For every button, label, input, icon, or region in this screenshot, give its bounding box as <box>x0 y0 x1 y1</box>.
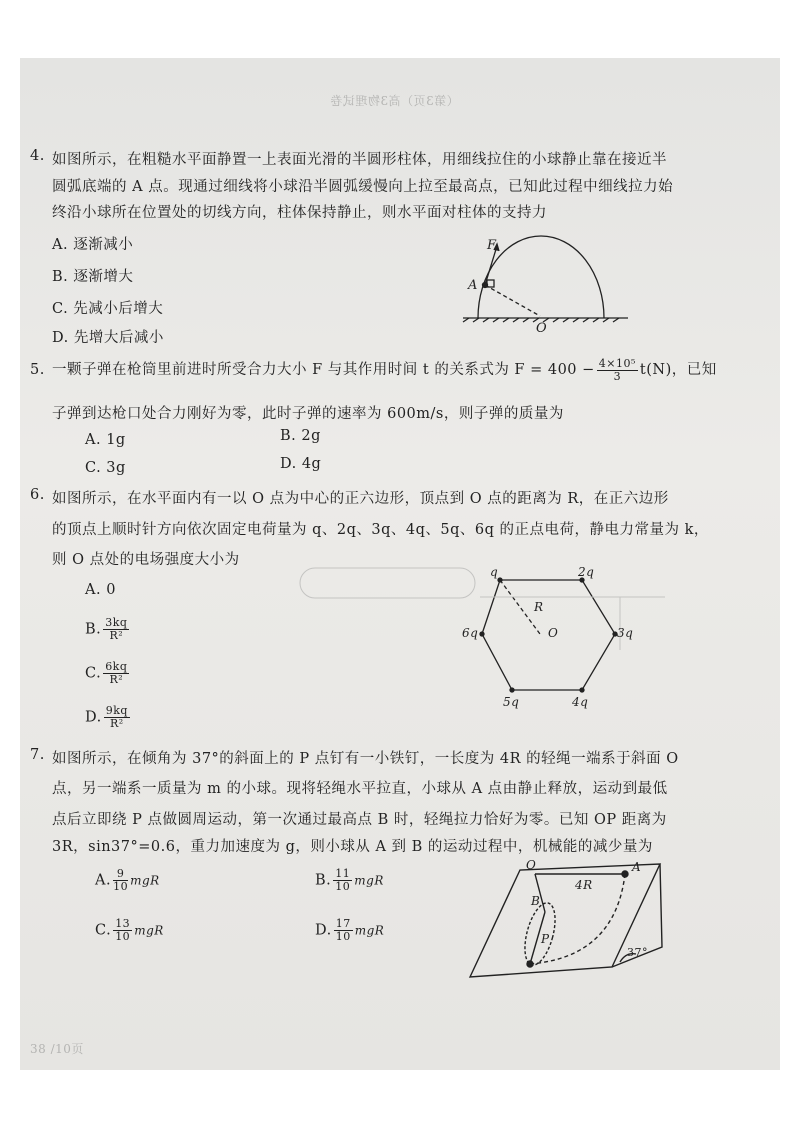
q6-option-c <box>85 661 131 686</box>
frac-den: 10 <box>335 880 351 893</box>
frac-num: 13 <box>115 917 131 930</box>
incline-label-A: A <box>632 860 642 874</box>
frac-den: R² <box>109 717 124 730</box>
q5-fraction <box>597 358 638 383</box>
frac-num: 9kq <box>105 704 128 717</box>
q5-option-d: D. 4g <box>280 456 322 472</box>
hex-vertex-5q: 5q <box>503 695 520 709</box>
q6-line-2: 的顶点上顺时针方向依次固定电荷量为 q、2q、3q、4q、5q、6q 的正点电荷，静电力常量为 k， <box>52 522 709 538</box>
q7-line-2: 点，另一端系一质量为 m 的小球。现将轻绳水平拉直，小球从 A 点由静止释放，运动到最低 <box>52 781 668 797</box>
q5-frac-num: 4×10⁵ <box>598 356 636 370</box>
q6-number: 6. <box>30 487 45 503</box>
q4-label-F: F <box>487 238 497 253</box>
q4-option-d: D. 先增大后减小 <box>52 330 164 346</box>
q5-option-a: A. 1g <box>85 432 126 448</box>
frac-den: 10 <box>335 930 351 943</box>
q5-option-c: C. 3g <box>85 460 126 476</box>
option-label: D. <box>85 709 102 726</box>
option-label: B. <box>85 621 102 638</box>
q6-option-d <box>85 705 132 730</box>
q5-option-b: B. 2g <box>280 428 321 444</box>
q7-line-3: 点后立即绕 P 点做圆周运动，第一次通过最高点 B 时，轻绳拉力恰好为零。已知 OP 距离为 <box>52 812 667 828</box>
q4-option-a: A. 逐渐减小 <box>52 237 134 253</box>
hex-label-O: O <box>548 626 559 640</box>
frac-num: 3kq <box>105 616 128 629</box>
q7-option-a <box>95 868 160 893</box>
hex-vertex-6q: 6q <box>462 626 479 640</box>
q5-number: 5. <box>30 362 45 378</box>
footer-faint-text: 38 /10页 <box>30 1042 84 1056</box>
frac-den: R² <box>109 673 124 686</box>
q6-bleedthrough-faint <box>300 568 665 650</box>
q6-line-1: 如图所示，在水平面内有一以 O 点为中心的正六边形，顶点到 O 点的距离为 R，在正六边形 <box>52 491 669 507</box>
q6-option-a: A. 0 <box>85 582 116 598</box>
q4-line-2: 圆弧底端的 A 点。现通过细线将小球沿半圆弧缓慢向上拉至最高点，已知此过程中细线拉力始 <box>52 179 674 195</box>
option-tail: mgR <box>354 923 385 938</box>
q7-option-c <box>95 918 164 943</box>
incline-label-O: O <box>526 858 537 872</box>
q7-option-b <box>315 868 384 893</box>
option-label: D. <box>315 922 332 939</box>
option-tail: mgR <box>354 873 384 888</box>
q7-line-1: 如图所示，在倾角为 37°的斜面上的 P 点钉有一小铁钉，一长度为 4R 的轻绳一端系于斜面 O <box>52 751 679 767</box>
frac-num: 9 <box>113 868 128 881</box>
q5-line-1 <box>52 354 717 386</box>
incline-angle-label: 37° <box>627 946 648 959</box>
option-label: A. <box>95 872 112 889</box>
frac-den: 10 <box>115 930 131 943</box>
q5-frac-den: 3 <box>613 369 622 383</box>
q4-option-c: C. 先减小后增大 <box>52 301 164 317</box>
hex-vertex-4q: 4q <box>572 695 589 709</box>
header-faint-text: （第3页）高3物理试卷 <box>330 94 459 108</box>
frac-num: 11 <box>335 867 351 880</box>
option-label: C. <box>95 922 112 939</box>
hex-vertex-q: q <box>490 565 499 579</box>
hex-label-R: R <box>534 600 544 614</box>
incline-label-B: B <box>531 894 541 908</box>
option-label: B. <box>315 872 332 889</box>
q7-incline-diagram <box>470 864 662 977</box>
option-label: C. <box>85 665 102 682</box>
incline-label-4R: 4R <box>575 878 593 892</box>
q7-line-4: 3R，sin37°=0.6，重力加速度为 g，则小球从 A 到 B 的运动过程中，机械能的减少量为 <box>52 839 653 855</box>
q5-line1-post: t(N)，已知 <box>639 362 717 378</box>
q4-option-b: B. 逐渐增大 <box>52 269 134 285</box>
option-tail: mgR <box>134 923 164 938</box>
frac-den: 10 <box>113 880 129 893</box>
q4-label-O: O <box>536 321 548 336</box>
q5-line1-pre: 一颗子弹在枪筒里前进时所受合力大小 F 与其作用时间 t 的关系式为 F = 400 − <box>52 362 595 378</box>
incline-label-P: P <box>541 932 550 946</box>
frac-num: 6kq <box>105 660 128 673</box>
q4-label-A: A <box>468 278 478 293</box>
q4-line-1: 如图所示，在粗糙水平面静置一上表面光滑的半圆形柱体，用细线拉住的小球静止靠在接近半 <box>52 152 667 168</box>
q7-option-d <box>315 918 384 943</box>
q6-line-3: 则 O 点处的电场强度大小为 <box>52 552 240 568</box>
frac-den: R² <box>109 629 124 642</box>
q7-number: 7. <box>30 747 45 763</box>
q4-number: 4. <box>30 148 45 164</box>
hex-vertex-3q: 3q <box>617 626 634 640</box>
q4-line-3: 终沿小球所在位置处的切线方向，柱体保持静止，则水平面对柱体的支持力 <box>52 205 547 221</box>
frac-num: 17 <box>335 917 351 930</box>
option-tail: mgR <box>130 873 160 888</box>
q5-line-2: 子弹到达枪口处合力刚好为零，此时子弹的速率为 600m/s，则子弹的质量为 <box>52 406 564 422</box>
q6-option-b <box>85 617 131 642</box>
hex-vertex-2q: 2q <box>578 565 595 579</box>
